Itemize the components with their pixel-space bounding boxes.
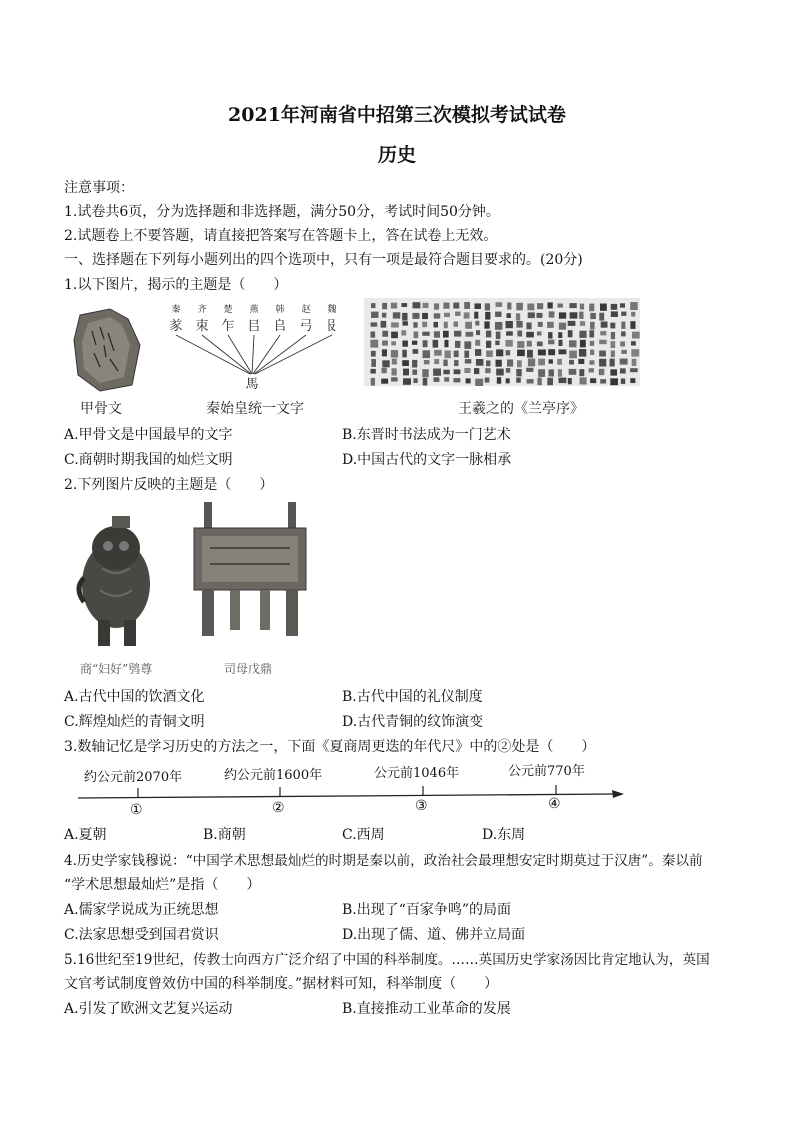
- q1-option-c[interactable]: C.商朝时期我国的灿烂文明: [64, 452, 233, 468]
- q2-option-a[interactable]: A.古代中国的饮酒文化: [64, 689, 205, 705]
- q3-option-c[interactable]: C.西周: [342, 827, 385, 843]
- q1-option-d[interactable]: D.中国古代的文字一脉相承: [342, 452, 512, 468]
- question-4-stem-line2: “学术思想最灿烂”是指（ ）: [64, 877, 261, 893]
- note-item-1: 1.试卷共6页，分为选择题和非选择题，满分50分，考试时间50分钟。: [64, 204, 500, 220]
- question-5-stem-line1: 5.16世纪至19世纪，传教士向西方广泛介绍了中国的科举制度。……英国历史学家汤因比肯定地认为，英国: [64, 952, 710, 968]
- q3-option-a[interactable]: A.夏朝: [64, 827, 107, 843]
- state-label-qi: 齐: [197, 305, 207, 315]
- timeline-label-3: 公元前1046年: [374, 766, 460, 781]
- state-glyph: 㠯: [247, 319, 261, 334]
- timeline-label-2: 约公元前1600年: [224, 768, 323, 783]
- state-glyph: 乍: [221, 319, 235, 334]
- q2-option-c[interactable]: C.辉煌灿烂的青铜文明: [64, 714, 205, 730]
- q4-option-a[interactable]: A.儒家学说成为正统思想: [64, 902, 219, 918]
- state-glyph: 𠂤: [273, 319, 287, 334]
- timeline-mark-3: ③: [415, 798, 428, 814]
- notes-heading: 注意事项：: [64, 180, 134, 196]
- caption-owl-zun: 商“妇好”鸮尊: [80, 662, 153, 676]
- timeline-mark-4: ④: [548, 796, 561, 812]
- lanting-xu-image: [364, 298, 640, 386]
- question-5-stem-line2: 文官考试制度曾效仿中国的科举制度。”据材料可知，科举制度（ ）: [64, 976, 499, 992]
- question-3-stem: 3.数轴记忆是学习历史的方法之一，下面《夏商周更迭的年代尺》中的②处是（ ）: [64, 739, 596, 755]
- owl-zun-image: [72, 508, 160, 650]
- q3-option-b[interactable]: B.商朝: [203, 827, 246, 843]
- q5-option-b[interactable]: B.直接推动工业革命的发展: [342, 1001, 511, 1017]
- section-heading: 一、选择题在下列每小题列出的四个选项中，只有一项是最符合题目要求的。(20分): [64, 252, 583, 268]
- simuwu-ding-image: [190, 500, 310, 640]
- state-label-han: 韩: [275, 305, 285, 315]
- caption-oracle-bone: 甲骨文: [80, 401, 122, 417]
- q2-option-b[interactable]: B.古代中国的礼仪制度: [342, 689, 483, 705]
- q5-option-a[interactable]: A.引发了欧洲文艺复兴运动: [64, 1001, 233, 1017]
- q4-option-c[interactable]: C.法家思想受到国君赏识: [64, 927, 219, 943]
- q1-option-a[interactable]: A.甲骨文是中国最早的文字: [64, 427, 233, 443]
- state-label-wei: 魏: [327, 305, 337, 315]
- q1-option-b[interactable]: B.东晋时书法成为一门艺术: [342, 427, 511, 443]
- question-1-stem: 1.以下图片，揭示的主题是（ ）: [64, 277, 288, 293]
- state-label-zhao: 赵: [301, 305, 311, 315]
- q4-option-b[interactable]: B.出现了“百家争鸣”的局面: [342, 902, 512, 918]
- timeline-label-4: 公元前770年: [508, 764, 585, 779]
- state-glyph: 朿: [195, 319, 209, 334]
- timeline-axis: [78, 782, 624, 804]
- caption-lanting-xu: 王羲之的《兰亭序》: [458, 401, 584, 417]
- subject-title: 历史: [377, 144, 416, 166]
- oracle-bone-image: [70, 305, 145, 395]
- q3-option-d[interactable]: D.东周: [482, 827, 526, 843]
- question-4-stem-line1: 4.历史学家钱穆说：“中国学术思想最灿烂的时期是秦以前，政治社会最理想安定时期莫过于汉唐”。秦以前: [64, 853, 703, 869]
- timeline-mark-2: ②: [272, 800, 285, 816]
- state-glyph: 𠬝: [325, 319, 339, 334]
- timeline-label-1: 约公元前2070年: [84, 770, 183, 785]
- state-glyph: 㒸: [169, 319, 183, 334]
- state-glyph: 弓: [299, 319, 313, 334]
- state-label-chu: 楚: [223, 305, 233, 315]
- state-label-yan: 燕: [249, 305, 259, 315]
- unified-glyph: 馬: [245, 377, 259, 392]
- qin-script-diagram: [162, 302, 342, 394]
- note-item-2: 2.试题卷上不要答题，请直接把答案写在答题卡上，答在试卷上无效。: [64, 228, 498, 244]
- caption-qin-unification: 秦始皇统一文字: [206, 401, 304, 417]
- q2-option-d[interactable]: D.古代青铜的纹饰演变: [342, 714, 484, 730]
- question-2-stem: 2.下列图片反映的主题是（ ）: [64, 477, 274, 493]
- timeline-mark-1: ①: [130, 802, 143, 818]
- page-title: 2021年河南省中招第三次模拟考试试卷: [228, 104, 566, 126]
- caption-simuwu-ding: 司母戊鼎: [224, 662, 273, 676]
- q4-option-d[interactable]: D.出现了儒、道、佛并立局面: [342, 927, 526, 943]
- state-label-qin: 秦: [171, 305, 181, 315]
